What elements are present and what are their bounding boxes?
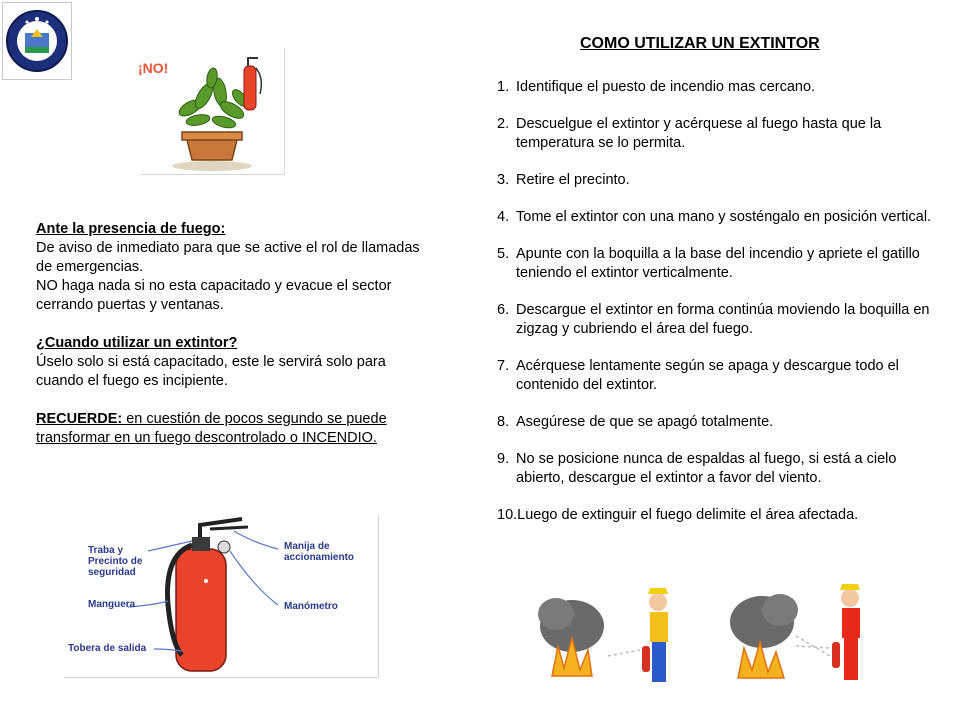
step-item — [497, 208, 937, 227]
step-text: No se posicione nunca de espaldas al fuego, si está a cielo abierto, descargue el extintor a favor del viento. — [516, 451, 897, 486]
step-text: Apunte con la boquilla a la base del incendio y apriete el gatillo teniendo el extintor verticalmente. — [516, 246, 920, 281]
label-gauge: Manómetro — [284, 601, 338, 612]
fire-presence-instructions — [36, 220, 436, 448]
heading-fire-presence: Ante la presencia de fuego: — [36, 221, 226, 237]
firefighting-illustration-2 — [712, 576, 892, 694]
label-hose: Manguera — [88, 599, 136, 610]
evacuate-paragraph: NO haga nada si no esta capacitado y evacue el sector cerrando puertas y ventanas. — [36, 278, 392, 313]
step-item — [497, 450, 937, 488]
step-item — [497, 115, 937, 153]
step-item — [497, 171, 937, 190]
firefighting-illustration-1 — [522, 576, 702, 694]
notify-paragraph: De aviso de inmediato para que se active el rol de llamadas de emergencias. — [36, 240, 420, 275]
heading-when-use: ¿Cuando utilizar un extintor? — [36, 335, 238, 351]
institution-logo — [2, 2, 72, 80]
label-safety-pin: Traba y Precinto de seguridad — [88, 545, 143, 578]
step-text: Descargue el extintor en forma continúa moviendo la boquilla en zigzag y cubriendo el área del fuego. — [516, 302, 930, 337]
reminder-text: en cuestión de pocos segundo se puede transformar en un fuego descontrolado o INCENDIO. — [36, 411, 387, 446]
step-text: Retire el precinto. — [516, 172, 630, 188]
reminder-paragraph — [36, 410, 436, 448]
step-number: 3. — [497, 172, 510, 188]
no-sign-label: ¡NO! — [138, 60, 169, 76]
step-item — [497, 301, 937, 339]
step-item — [497, 78, 937, 97]
step-number: 10. — [497, 507, 518, 523]
step-number: 8. — [497, 414, 510, 430]
steps-list — [497, 78, 937, 543]
step-text: Identifique el puesto de incendio mas cercano. — [516, 79, 816, 95]
step-text: Descuelgue el extintor y acérquese al fuego hasta que la temperatura se lo permita. — [516, 116, 882, 151]
label-handle: Manija de accionamiento — [284, 541, 355, 563]
step-item — [497, 413, 937, 432]
step-text: Tome el extintor con una mano y sosténgalo en posición vertical. — [516, 209, 932, 225]
step-text: Acérquese lentamente según se apaga y descargue todo el contenido del extintor. — [516, 358, 899, 393]
step-item — [497, 357, 937, 395]
step-number: 1. — [497, 79, 510, 95]
step-number: 7. — [497, 358, 510, 374]
extinguisher-diagram — [64, 515, 379, 678]
step-number: 5. — [497, 246, 510, 262]
step-number: 4. — [497, 209, 510, 225]
step-text: Luego de extinguir el fuego delimite el área afectada. — [517, 507, 859, 523]
step-number: 2. — [497, 116, 510, 132]
reminder-label: RECUERDE: — [36, 411, 123, 427]
step-text: Asegúrese de que se apagó totalmente. — [516, 414, 774, 430]
step-item — [497, 245, 937, 283]
label-nozzle: Tobera de salida — [68, 643, 147, 654]
when-use-paragraph: Úselo solo si está capacitado, este le servirá solo para cuando el fuego es incipiente. — [36, 354, 386, 389]
step-number: 6. — [497, 302, 510, 318]
step-number: 9. — [497, 451, 510, 467]
page-title: COMO UTILIZAR UN EXTINTOR — [580, 35, 820, 52]
step-item — [497, 506, 937, 525]
